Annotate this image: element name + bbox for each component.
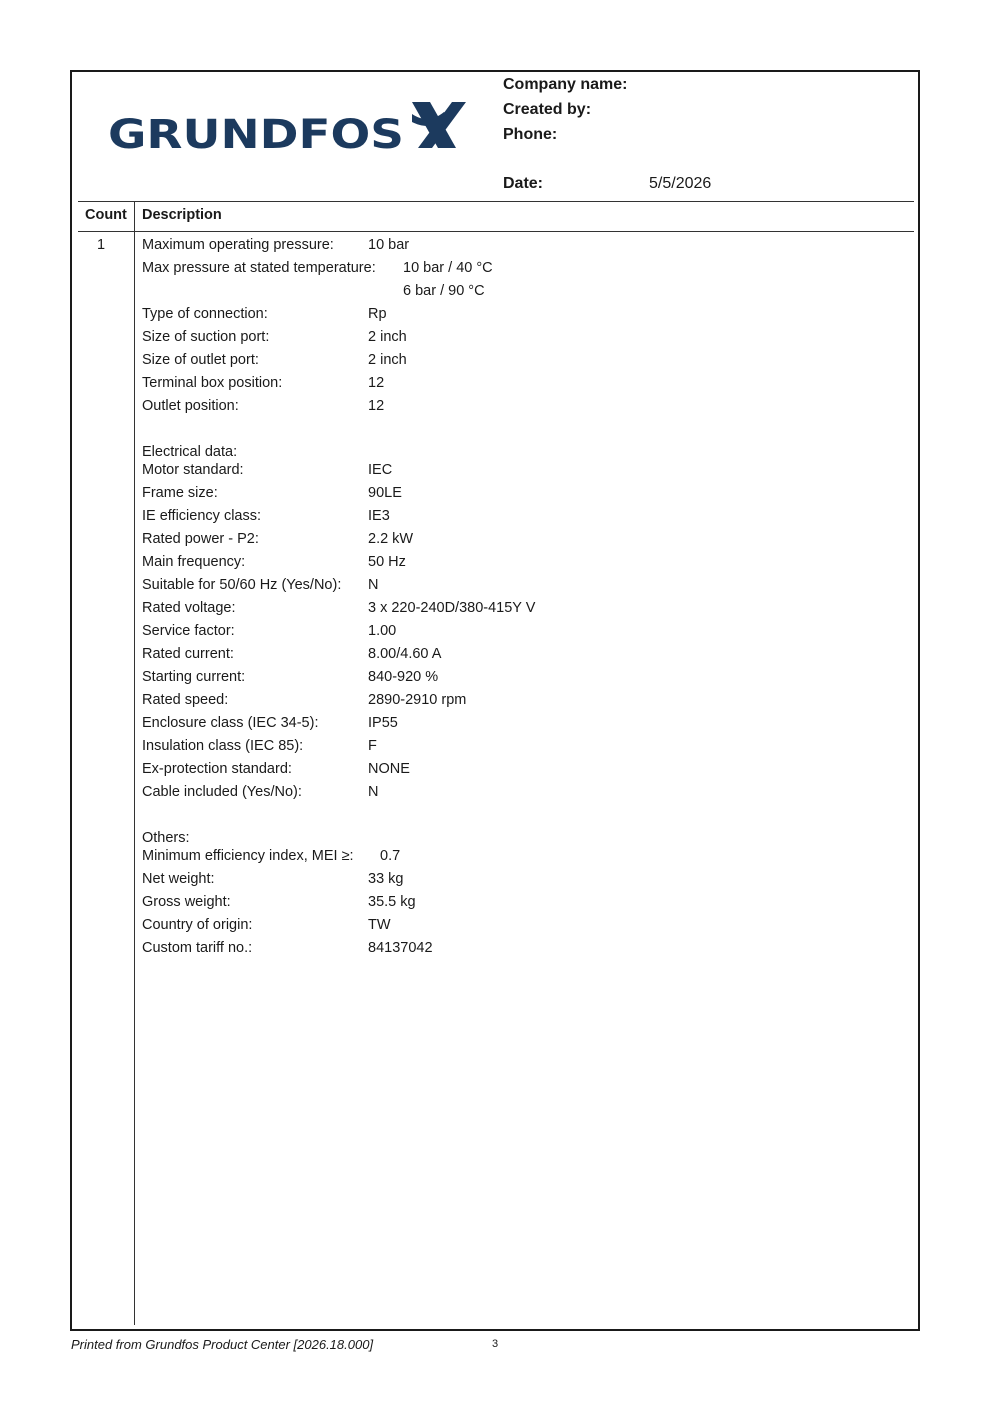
spec-label: Insulation class (IEC 85): (142, 738, 304, 754)
spec-label: Custom tariff no.: (142, 940, 253, 956)
spec-label: Cable included (Yes/No): (142, 784, 302, 800)
spec-value: Rp (368, 306, 387, 322)
spec-value: 3 x 220-240D/380-415Y V (368, 600, 536, 616)
spec-value: F (368, 738, 377, 754)
spec-value: 2.2 kW (368, 531, 414, 547)
page-number: 3 (492, 1338, 499, 1350)
spec-value: 35.5 kg (368, 894, 416, 910)
spec-label: Enclosure class (IEC 34-5): (142, 715, 319, 731)
spec-value: TW (368, 917, 391, 933)
spec-label: Rated power - P2: (142, 531, 259, 547)
section-heading: Others: (142, 830, 190, 846)
description-list (142, 0, 842, 1000)
spec-label: Max pressure at stated temperature: (142, 260, 376, 276)
spec-value: 2 inch (368, 329, 407, 345)
spec-value: 12 (368, 398, 385, 414)
count-column-header: Count (85, 207, 127, 223)
spec-value: 84137042 (368, 940, 433, 956)
spec-label: Net weight: (142, 871, 215, 887)
spec-value: 12 (368, 375, 385, 391)
spec-label: Ex-protection standard: (142, 761, 292, 777)
spec-label: Outlet position: (142, 398, 239, 414)
spec-label: Main frequency: (142, 554, 246, 570)
spec-label: Size of suction port: (142, 329, 270, 345)
spec-value: IP55 (368, 715, 398, 731)
spec-label: Rated current: (142, 646, 234, 662)
spec-label: Starting current: (142, 669, 246, 685)
section-heading: Electrical data: (142, 444, 238, 460)
spec-value: 50 Hz (368, 554, 406, 570)
spec-label: Motor standard: (142, 462, 244, 478)
spec-label: Rated voltage: (142, 600, 236, 616)
spec-label: Frame size: (142, 485, 218, 501)
date-value: 5/5/2026 (649, 175, 712, 192)
count-value: 1 (97, 237, 106, 253)
spec-label: Country of origin: (142, 917, 253, 933)
spec-label: Gross weight: (142, 894, 231, 910)
spec-value: 33 kg (368, 871, 404, 887)
description-column-header: Description (142, 207, 222, 223)
spec-label: Service factor: (142, 623, 235, 639)
spec-value: 10 bar / 40 °C (403, 260, 493, 276)
created-by-label: Created by: (503, 101, 592, 118)
spec-label: IE efficiency class: (142, 508, 262, 524)
phone-label: Phone: (503, 126, 558, 143)
spec-value: 1.00 (368, 623, 397, 639)
spec-label: Suitable for 50/60 Hz (Yes/No): (142, 577, 342, 593)
spec-value: IEC (368, 462, 393, 478)
spec-value: NONE (368, 761, 410, 777)
spec-label: Size of outlet port: (142, 352, 259, 368)
column-divider (134, 202, 135, 1325)
spec-label: Minimum efficiency index, MEI ≥: (142, 848, 354, 864)
spec-value: 2890-2910 rpm (368, 692, 467, 708)
spec-value: 90LE (368, 485, 402, 501)
spec-label: Terminal box position: (142, 375, 283, 391)
spec-label: Rated speed: (142, 692, 229, 708)
spec-value: 8.00/4.60 A (368, 646, 442, 662)
spec-value: 6 bar / 90 °C (403, 283, 485, 299)
spec-value: 10 bar (368, 237, 410, 253)
spec-value: 840-920 % (368, 669, 439, 685)
svg-text:GRUNDFOS: GRUNDFOS (108, 112, 404, 154)
spec-value: 2 inch (368, 352, 407, 368)
spec-value: IE3 (368, 508, 390, 524)
spec-label: Maximum operating pressure: (142, 237, 334, 253)
spec-value: N (368, 784, 379, 800)
spec-label: Type of connection: (142, 306, 268, 322)
company-name-label: Company name: (503, 76, 628, 93)
spec-value: N (368, 577, 379, 593)
spec-value: 0.7 (380, 848, 401, 864)
date-label: Date: (503, 175, 544, 192)
printed-from-footer: Printed from Grundfos Product Center [2026.18.000] (71, 1337, 374, 1352)
